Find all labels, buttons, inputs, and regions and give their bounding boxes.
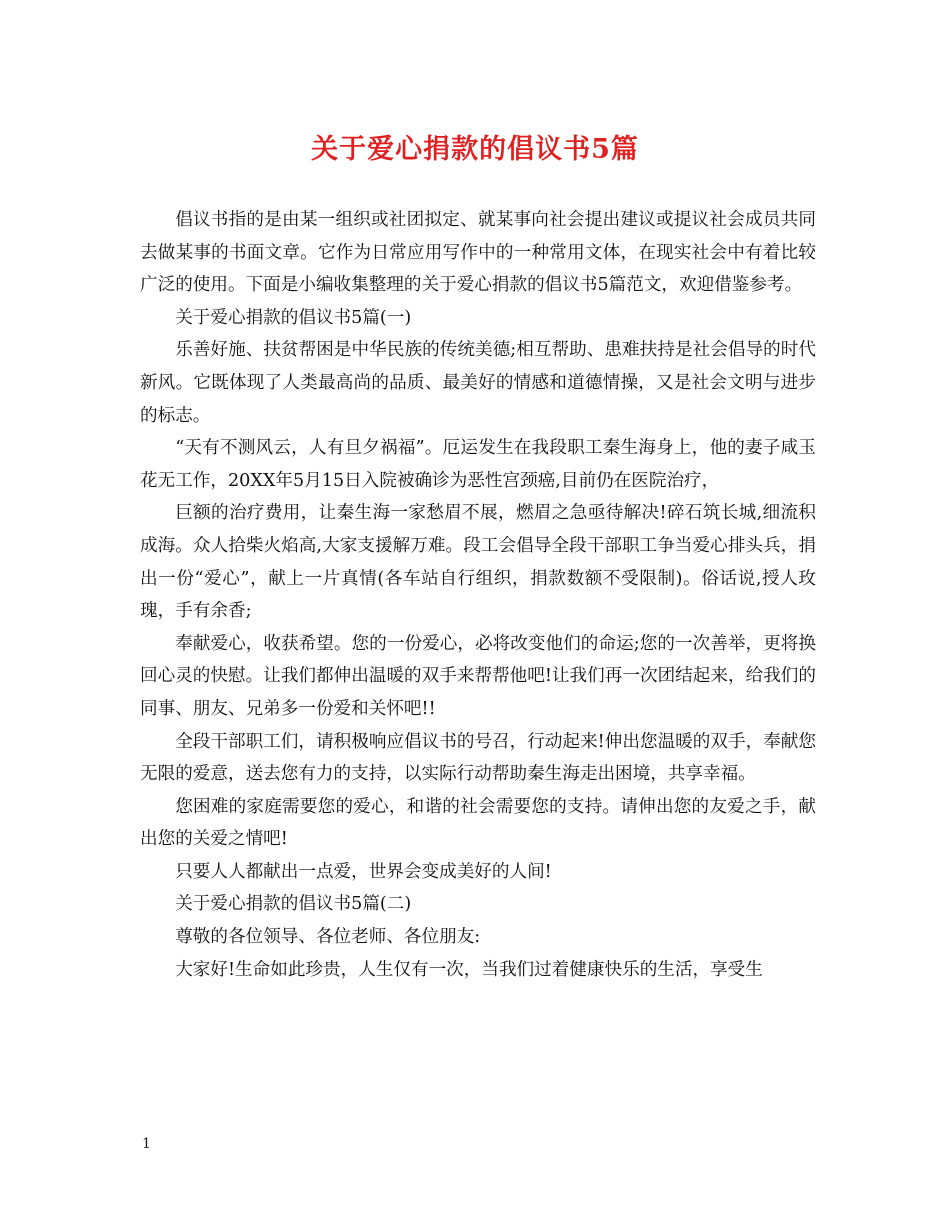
paragraph: “天有不测风云，人有旦夕祸福”。厄运发生在我段职工秦生海身上，他的妻子咸玉花无工作，20XX年5月15日入院被确诊为恶性宫颈癌,目前仍在医院治疗， xyxy=(140,438,816,491)
paragraph-intro: 倡议书指的是由某一组织或社团拟定、就某事向社会提出建议或提议社会成员共同去做某事的书面文章。它作为日常应用写作中的一种常用文体，在现实社会中有着比较广泛的使用。下面是小编收集整理的关于爱心捐款的倡议书5篇范文，欢迎借鉴参考。 xyxy=(140,210,816,296)
page-number: 1 xyxy=(142,1136,151,1152)
section-heading-2: 关于爱心捐款的倡议书5篇(二) xyxy=(175,894,412,915)
salutation: 尊敬的各位领导、各位老师、各位朋友: xyxy=(175,927,481,948)
paragraph: 奉献爱心，收获希望。您的一份爱心，必将改变他们的命运;您的一次善举，更将换回心灵的快慰。让我们都伸出温暖的双手来帮帮他吧!让我们再一次团结起来，给我们的同事、朋友、兄弟多一份爱和关怀吧!! xyxy=(140,633,816,719)
paragraph: 只要人人都献出一点爱，世界会变成美好的人间! xyxy=(175,861,552,882)
paragraph: 巨额的治疗费用，让秦生海一家愁眉不展，燃眉之急亟待解决!碎石筑长城,细流积成海。众人拾柴火焰高,大家支援解万难。段工会倡导全段干部职工争当爱心排头兵，捐出一份“爱心”，献上一片真情(各车站自行组织，捐款数额不受限制)。俗话说,授人玫瑰，手有余香; xyxy=(140,503,816,622)
section-heading-1: 关于爱心捐款的倡议书5篇(一) xyxy=(175,307,412,328)
paragraph: 乐善好施、扶贫帮困是中华民族的传统美德;相互帮助、患难扶持是社会倡导的时代新风。它既体现了人类最高尚的品质、最美好的情感和道德情操，又是社会文明与进步的标志。 xyxy=(140,340,816,426)
paragraph: 大家好!生命如此珍贵，人生仅有一次，当我们过着健康快乐的生活，享受生 xyxy=(175,959,763,980)
document-body xyxy=(140,204,816,986)
document-title: 关于爱心捐款的倡议书5篇 xyxy=(311,134,639,165)
paragraph: 您困难的家庭需要您的爱心，和谐的社会需要您的支持。请伸出您的友爱之手，献出您的关爱之情吧! xyxy=(140,796,816,850)
paragraph: 全段干部职工们，请积极响应倡议书的号召，行动起来!伸出您温暖的双手，奉献您无限的爱意，送去您有力的支持，以实际行动帮助秦生海走出困境，共享幸福。 xyxy=(140,731,816,785)
